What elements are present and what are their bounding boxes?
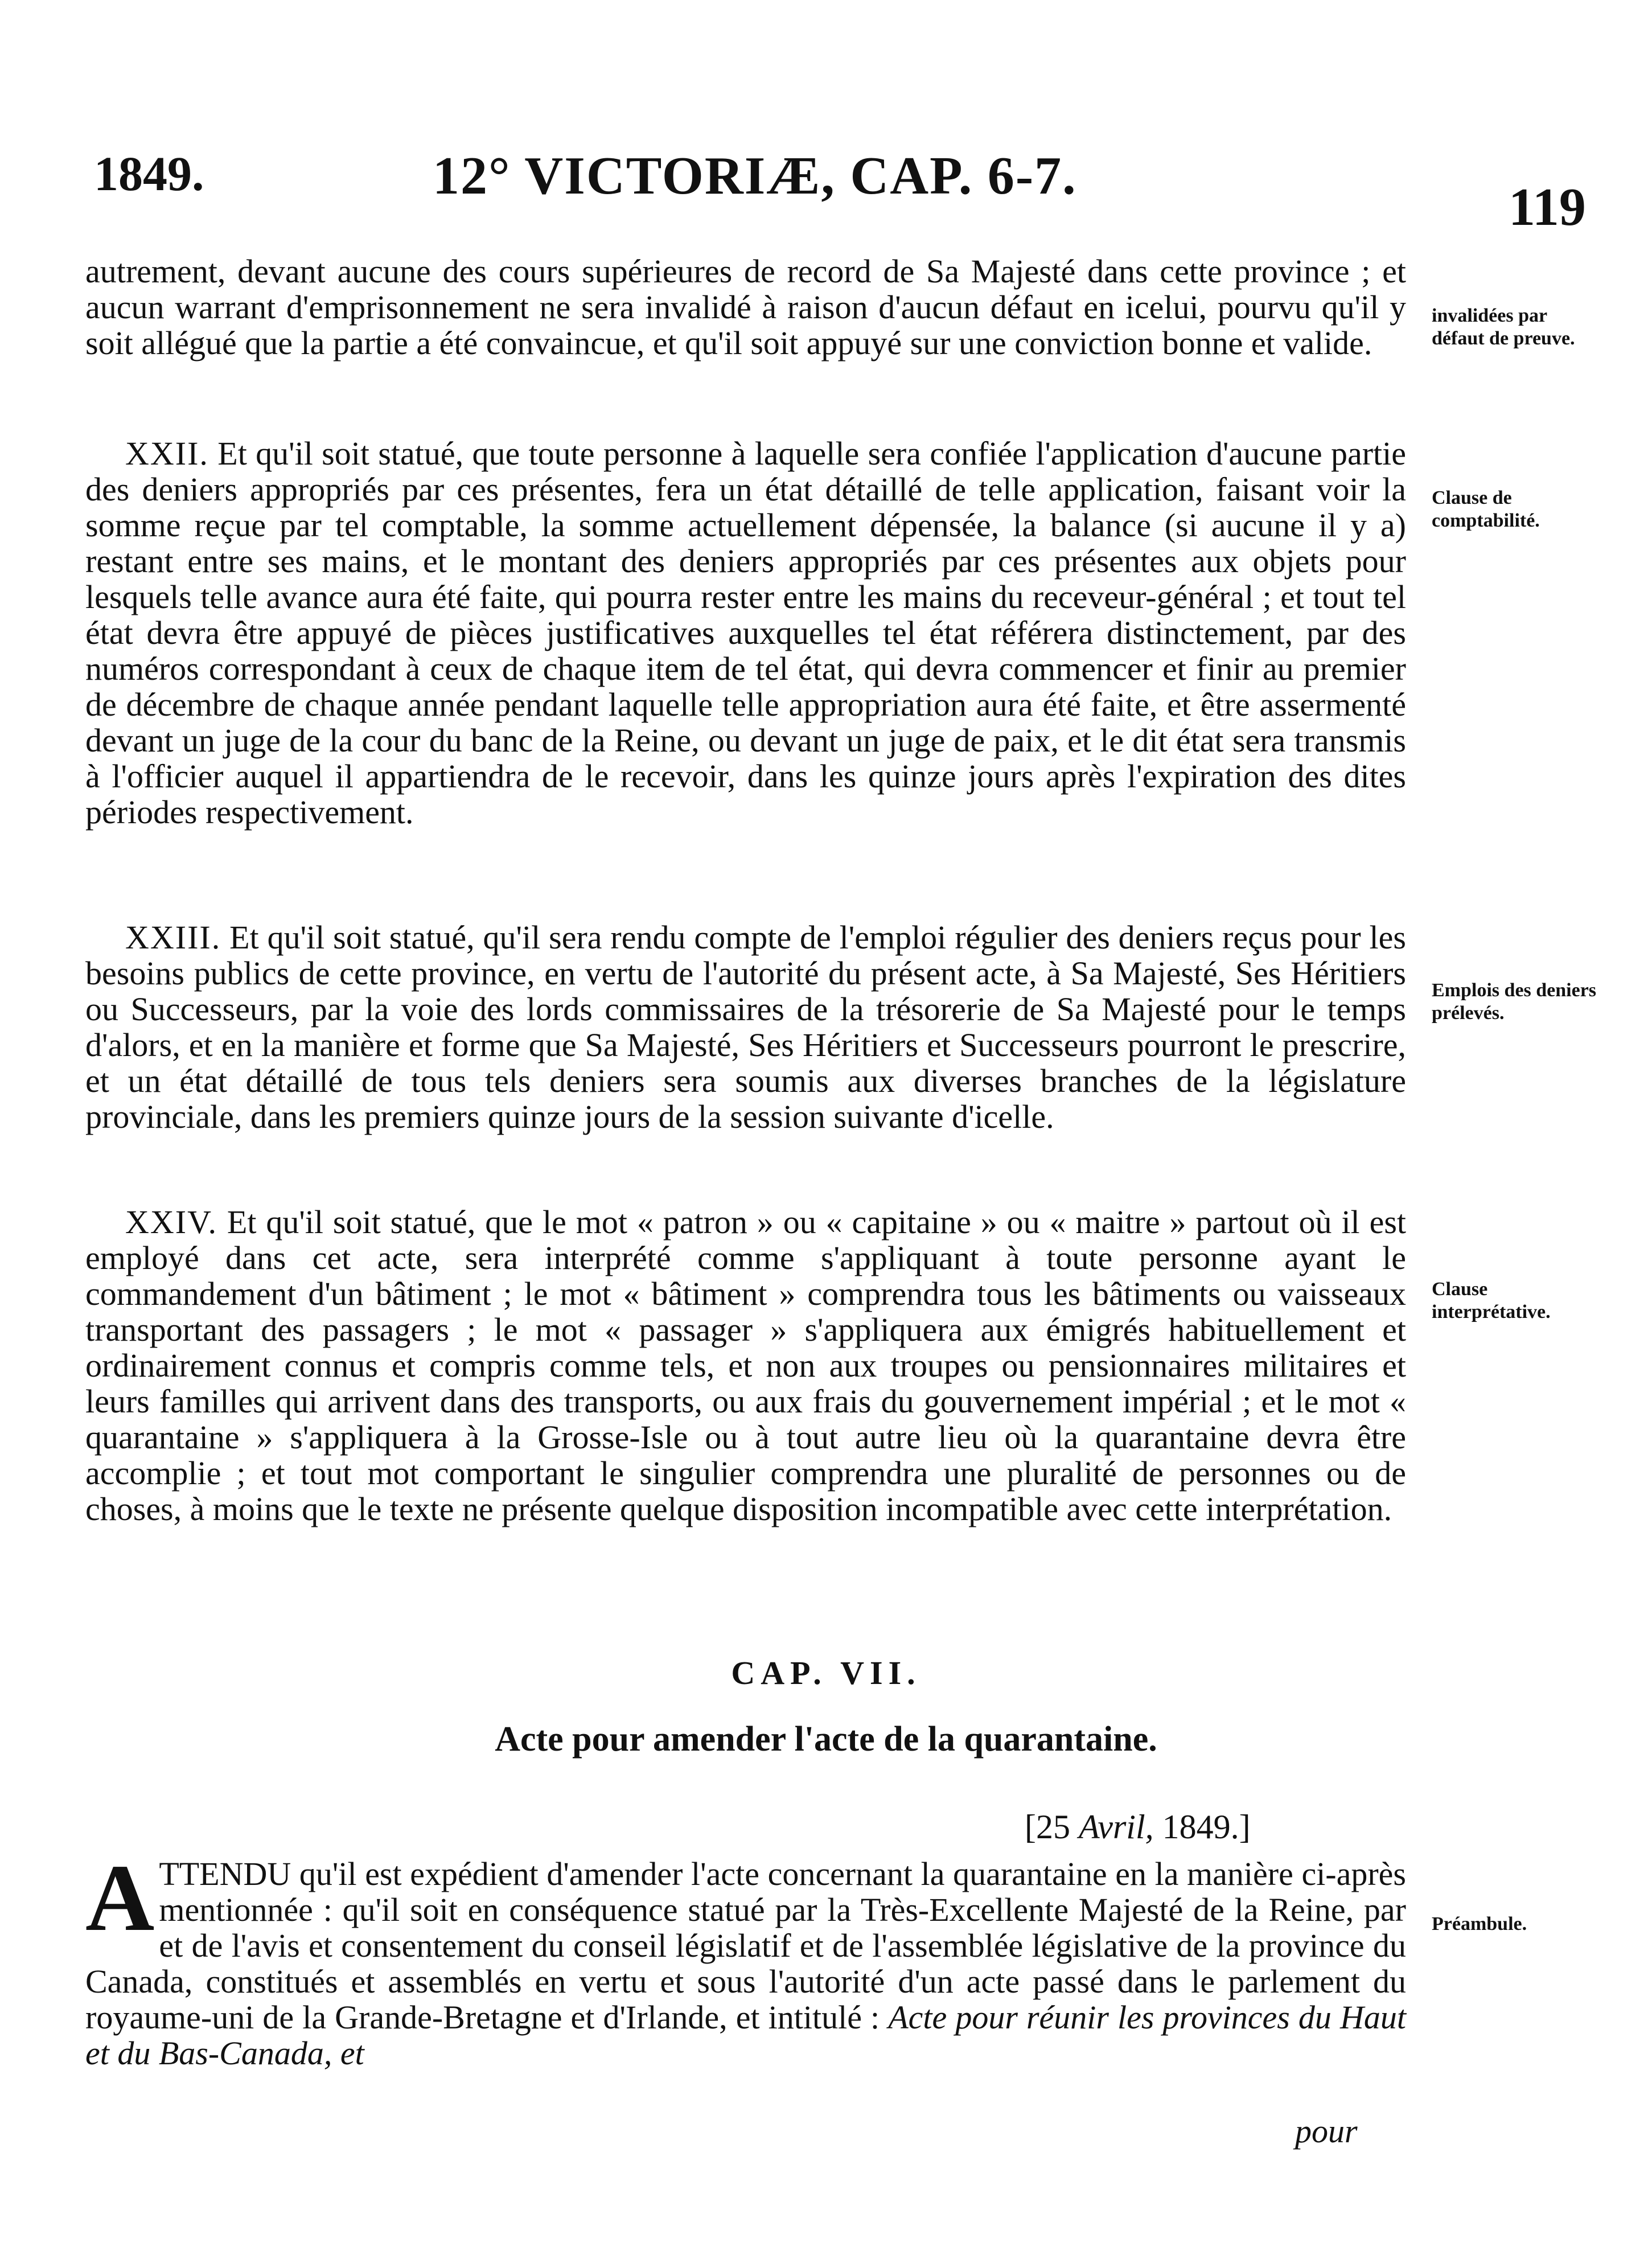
article-paragraph	[85, 1204, 1406, 1527]
header-year: 1849.	[94, 146, 204, 201]
date-open: [25	[1025, 1808, 1070, 1846]
date-month: Avril,	[1078, 1808, 1154, 1846]
article-xxiv	[85, 1204, 1406, 1527]
article-text: Et qu'il soit statué, que toute personne à laquelle sera confiée l'application d'aucune partie des deniers appropriés par ces présentes, fera un état détaillé de telle application, faisant voir la somme reçue par tel comptable, la somme actuellement dépensée, la balance (si aucune il y a) restant entre ses mains, et le montant des deniers appropriés par ces présentes aux objets pour lesquels telle avance aura été faite, qui pourra rester entre les mains du receveur-général ; et tout tel état devra être appuyé de pièces justificatives auxquelles tel état référera distinctement, par des numéros correspondant à ceux de chaque item de tel état, qui devra commencer et finir au premier de décembre de chaque année pendant laquelle telle appropriation aura été faite, et être assermenté devant un juge de la cour du banc de la Reine, ou devant un juge de paix, et le dit état sera transmis à l'officier auquel il appartiendra de le recevoir, dans les quinze jours après l'expiration des dites périodes respectivement.	[85, 435, 1407, 831]
margin-note-interpretative: Clause interprétative.	[1432, 1279, 1551, 1322]
article-text: Et qu'il soit statué, qu'il sera rendu compte de l'emploi régulier des deniers reçus pour les besoins publics de cette province, en vertu de l'autorité du présent acte, à Sa Majesté, Ses Héritiers ou Successeurs, par la voie des lords commissaires de la trésorerie de Sa Majesté pour le temps d'alors, et en la manière et forme que Sa Majesté, Ses Héritiers et Successeurs pourront le prescrire, et un état détaillé de tous tels deniers sera soumis aux diverses branches de la législature provinciale, dans les premiers quinze jours de la session suivante d'icelle.	[85, 919, 1406, 1135]
drop-cap: A	[85, 1845, 155, 1951]
article-text: Et qu'il soit statué, que le mot « patron » ou « capitaine » ou « maitre » partout où il est employé dans cet acte, sera interprété comme s'appliquant à toute personne ayant le commandement d'un bâtiment ; le mot « bâtiment » comprendra tous les bâtiments ou vaisseaux transportant des passagers ; le mot « passager » s'appliquera aux émigrés habituellement et ordinairement connus et compris comme tels, et non aux troupes ou pensionnaires militaires et leurs familles qui arrivent dans des transports, ou aux frais du gouvernement impérial ; et le mot « quarantaine » s'appliquera à la Grosse-Isle ou à tout autre lieu où la quarantaine devra être accomplie ; et tout mot comportant le singulier comprendra une pluralité de personnes ou de choses, à moins que le texte ne présente quelque disposition incompatible avec cette interprétation.	[85, 1203, 1406, 1527]
article-xxiii	[85, 919, 1406, 1135]
article-xxii	[85, 436, 1406, 830]
act-date	[1025, 1808, 1251, 1847]
article-paragraph	[85, 919, 1406, 1135]
margin-note-preambule: Préambule.	[1432, 1913, 1527, 1934]
margin-note-emplois: Emplois des deniers prélevés.	[1432, 980, 1597, 1024]
margin-note-comptabilite: Clause de comptabilité.	[1432, 487, 1540, 531]
page-number: 119	[1509, 178, 1586, 237]
article-number: XXIII.	[125, 919, 221, 956]
header-title: 12° VICTORIÆ, CAP. 6-7.	[433, 146, 1077, 206]
article-paragraph	[85, 436, 1406, 830]
chapter-heading: CAP. VII.	[731, 1654, 921, 1691]
preamble-text: TTENDU qu'il est expédient d'amender l'acte concernant la quarantaine en la manière ci-après mentionnée : qu'il soit en conséquence statué par la Très-Excellente Majesté de la Reine, par et de l'avis et consentement du conseil législatif et de l'assemblée législative de la province du Canada, constitués et assemblés en vertu et sous l'autorité d'un acte passé dans le parlement du royaume-uni de la Grande-Bretagne et d'Irlande, et intitulé :	[85, 1855, 1406, 2036]
paragraph-text: autrement, devant aucune des cours supérieures de record de Sa Majesté dans cette province ; et aucun warrant d'emprisonnement ne sera invalidé à raison d'aucun défaut en icelui, pourvu qu'il y soit allégué que la partie a été convaincue, et qu'il soit appuyé sur une conviction bonne et valide.	[85, 253, 1406, 362]
date-close: 1849.]	[1162, 1808, 1251, 1846]
paragraph-continuation	[85, 253, 1406, 361]
catchword: pour	[1295, 2113, 1358, 2150]
margin-note-invalidees: invalidées par défaut de preuve.	[1432, 305, 1575, 349]
preamble-paragraph	[85, 1845, 1406, 2072]
preamble-italic-title: Acte pour réunir les provinces du Haut et du Bas-Canada, et	[85, 1999, 1406, 2072]
article-number: XXII.	[125, 435, 209, 472]
act-title: Acte pour amender l'acte de la quarantaine.	[495, 1720, 1157, 1759]
article-number: XXIV.	[125, 1203, 217, 1240]
